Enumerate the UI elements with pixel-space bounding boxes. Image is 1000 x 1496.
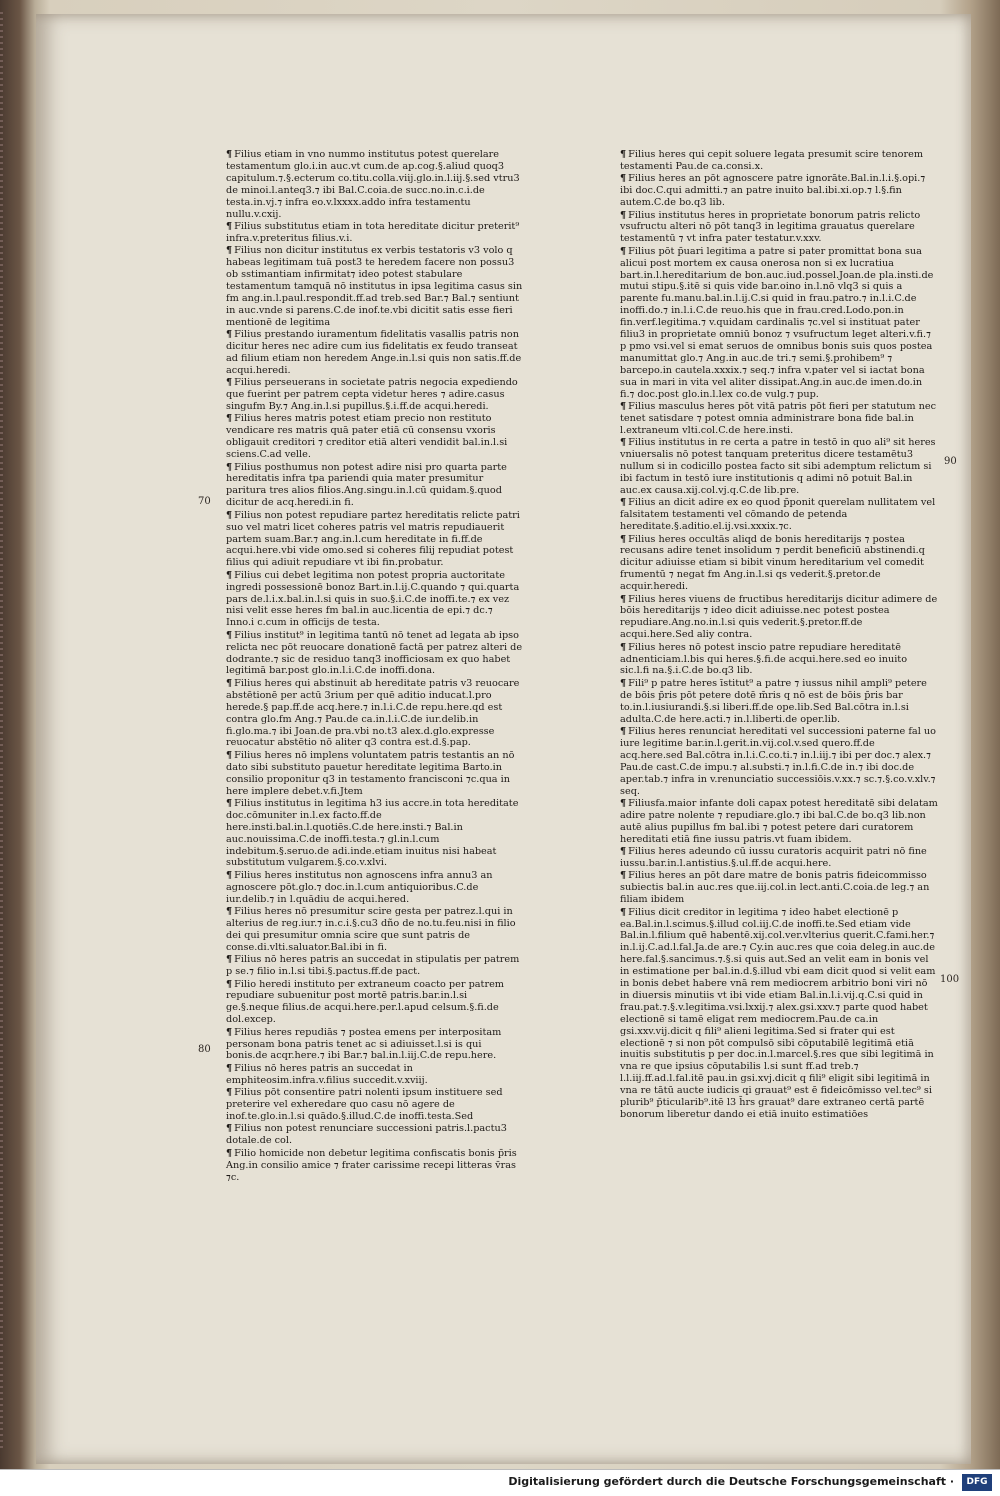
entry-text: Filius institutus in legitima h3 ius accre.in tota hereditate doc.cōmuniter in.l.ex facto.ff.de here.insti.bal.in.l.quotiēs.C.de here.insti.⁊ Bal.in auc.nouissima.C.de inoffi.testa.⁊ gl.in.l.cum indebitum.§.seruo.de adi.inde.etiam inuitus nisi habeat substitutum vulgarem.§.co.v.xlvi. [226,797,519,869]
footer-credit: Digitalisierung gefördert durch die Deutsche Forschungsgemeinschaft · [508,1475,954,1488]
margin-number-70: 70 [198,496,211,507]
paragraph-mark-icon: ¶ [620,401,627,413]
text-entry [226,979,523,1027]
entry-text: Filius cui debet legitima non potest propria auctoritate ingredi possessionē bonoz Bart.in.l.ij.C.quando ⁊ qui.quarta pars de.l.i.x.bal.in.l.si quis in suo.§.i.C.de inoffi.te.⁊ ex vez nisi velit esse heres fm bal.in auc.licentia de epi.⁊ dc.⁊ Inno.i c.cum in officijs de testa. [226,569,520,629]
entry-text: Filius institutus heres in proprietate bonorum patris relicto vsufructu alteri nō pōt tanq3 in legitima grauatus querelare testamentū ⁊ vt infra pater testatur.v.xxv. [620,209,921,245]
paragraph-mark-icon: ¶ [226,1026,233,1038]
text-entry [226,1123,523,1147]
paragraph-mark-icon: ¶ [226,377,233,389]
entry-text: Filius nō heres patris an succedat in stipulatis per patrem p se.⁊ filio in.l.si tibi.§.pactus.ff.de pact. [226,954,520,978]
entry-text: Filius heres institutus non agnoscens infra annu3 an agnoscere pōt.glo.⁊ doc.in.l.cum antiquioribus.C.de iur.delib.⁊ in l.quādiu de acqui.hered. [226,869,493,905]
entry-text: Filius masculus heres pōt vitā patris pōt fieri per statutum nec tenet satisdare ⁊ potest omnia administrare bona fide bal.in l.extraneum vlti.col.C.de here.insti. [620,401,937,436]
paragraph-mark-icon: ¶ [620,209,627,221]
paragraph-mark-icon: ¶ [226,413,233,425]
paragraph-mark-icon: ¶ [226,220,233,232]
text-entry [226,1063,523,1087]
paragraph-mark-icon: ¶ [226,329,233,341]
paragraph-mark-icon: ¶ [226,569,233,581]
paragraph-mark-icon: ¶ [620,641,627,653]
text-entry [226,221,523,245]
entry-text: Filius prestando iuramentum fidelitatis vasallis patris non dicitur heres nec adire cum ius fidelitatis ex feudo transeat ad filium etiam non heredem Ange.in.l.si quis non satis.ff.de acqui.heredi. [226,329,522,376]
paragraph-mark-icon: ¶ [226,1123,233,1135]
paragraph-mark-icon: ¶ [620,906,627,918]
paragraph-mark-icon: ¶ [226,245,233,257]
paragraph-mark-icon: ¶ [226,954,233,966]
paragraph-mark-icon: ¶ [620,173,627,185]
entry-text: Filiusfa.maior infante doli capax potest hereditatē sibi delatam adire patre nolente ⁊ repudiare.glo.⁊ ibi bal.C.de bo.q3 lib.non autē alius pupillus fm bal.ibi ⁊ potest petere dari curatorem hereditati etiā fine iussu patris.vt fuam ibidem. [620,797,938,845]
text-entry [620,210,938,246]
paragraph-mark-icon: ¶ [620,149,627,160]
page-edge [0,12,3,1452]
margin-number-90: 90 [944,456,957,467]
text-entry [620,149,938,173]
paragraph-mark-icon: ¶ [226,797,233,809]
entry-text: Filius posthumus non potest adire nisi pro quarta parte hereditatis infra tpa pariendi quia mater presumitur paritura tres alios filios.Ang.singu.in.l.cū quidam.§.quod dicitur de acq.heredi.in fi. [226,461,507,509]
text-entry [620,497,938,533]
paragraph-mark-icon: ¶ [226,677,233,689]
left-text-column [226,149,523,1184]
paragraph-mark-icon: ¶ [620,726,627,737]
paragraph-mark-icon: ¶ [620,533,627,545]
entry-text: Filius heres occultās aliqd de bonis hereditarijs ⁊ postea recusans adire tenet insolidum ⁊ perdit beneficiū abstinendi.q dicitur adiuisse etiam si bibit vinum hereditarium vel comedit frumentū ⁊ negat fm Ang.in.l.si qs vederit.§.pretor.de acquir.heredi. [620,533,925,593]
entry-text: Filius non potest renunciare successioni patris.l.pactu3 dotale.de col. [226,1123,507,1147]
text-entry [620,642,938,678]
paragraph-mark-icon: ¶ [226,869,233,881]
paragraph-mark-icon: ¶ [226,1147,233,1159]
text-entry [226,510,523,570]
paragraph-mark-icon: ¶ [226,509,233,521]
text-entry [226,329,523,377]
entry-text: Filius etiam in vno nummo institutus potest querelare testamentum glo.i.in auc.vt cum.de ap.cog.§.aliud quoq3 capitulum.⁊.§.ecterum co.titu.colla.viij.glo.in.l.iij.§.sed vtru3 de minoi.l.anteq3.⁊ ibi Bal.C.coia.de succ.no.in.c.i.de testa.in.vj.⁊ infra eo.v.lxxxx.addo infra testamentu nullu.v.cxij. [226,149,520,220]
entry-text: Filius heres viuens de fructibus hereditarijs dicitur adimere de bōis hereditarijs ⁊ ideo dicit adiuisse.nec potest postea repudiare.Ang.no.in.l.si quis vederit.§.pretor.ff.de acqui.here.Sed aliy contra. [620,593,938,641]
text-entry [226,750,523,798]
text-entry [620,534,938,594]
footer-bar [0,1469,1000,1496]
paragraph-mark-icon: ¶ [620,846,627,858]
paragraph-mark-icon: ¶ [226,629,233,641]
entry-text: Filius heres renunciat hereditati vel successioni paterne fal uo iure legitime bar.in.l.gerit.in.vij.col.v.sed quero.ff.de acq.here.sed Bal.cōtra in.l.i.C.co.ti.⁊ in.l.iij.⁊ ibi per doc.⁊ alex.⁊ Pau.de cast.C.de impu.⁊ al.substi.⁊ in.l.fi.C.de in.⁊ ibi doc.de aper.tab.⁊ infra in v.renunciatio successiōis.v.xx.⁊ sc.⁊.§.co.v.xlv.⁊ seq. [620,726,936,797]
entry-text: Filius perseuerans in societate patris negocia expediendo que fuerint per patrem cepta videtur heres ⁊ adire.casus singufm By.⁊ Ang.in.l.si pupillus.§.i.ff.de acqui.heredi. [226,377,518,413]
entry-text: Filius an dicit adire ex eo quod p̄ponit querelam nullitatem vel falsitatem testamenti vel cōmando de petenda hereditate.§.aditio.el.ij.vsi.xxxix.⁊c. [620,497,936,533]
text-entry [620,246,938,401]
entry-text: Filius nō heres patris an succedat in emphiteosim.infra.v.filius succedit.v.xviij. [226,1062,428,1086]
paragraph-mark-icon: ¶ [620,497,627,509]
entry-text: Filio heredi instituto per extraneum coacto per patrem repudiare subuenitur post mortē patris.bar.in.l.si ge.§.neque filius.de acqui.here.per.l.apud celsum.§.fi.de dol.excep. [226,978,504,1026]
entry-text: Filius heres qui abstinuit ab hereditate patris v3 reuocare abstētionē per actū 3rium per quē aditio inducat.l.pro herede.§ pap.ff.de acq.here.⁊ in.l.i.C.de repu.here.qd est contra glo.fm Ang.⁊ Pau.de ca.in.l.i.C.de iur.delib.in fi.glo.ma.⁊ ibi Joan.de pra.vbi no.t3 alex.d.glo.expresse reuocatur abstētio nō aliter q3 contra est.d.§.pap. [226,677,520,749]
entry-text: Filius non potest repudiare partez hereditatis relicte patri suo vel matri licet coheres patris vel matris repudiauerit partem suam.Bar.⁊ ang.in.l.cum hereditate in fi.ff.de acqui.here.vbi vide omo.sed si coheres filij repudiat potest filius qui adiuit repudiare vt ibi fin.probatur. [226,509,520,569]
entry-text: Filius heres nō presumitur scire gesta per patrez.l.qui in alterius de reg.iur.⁊ in.c.i.§.cu3 dño de no.tu.feu.nisi in filio dei qui presumitur omnia scire que sunt patris de conse.di.vlti.saluator.Bal.ibi in fi. [226,906,516,953]
entry-text: Filius heres repudiās ⁊ postea emens per interpositam personam bona patris tenet ac si adiuisset.l.si is qui bonis.de acqr.here.⁊ ibi Bar.⁊ bal.in.l.iij.C.de repu.here. [226,1026,502,1062]
text-entry [620,726,938,797]
entry-text: Fili⁹ p patre heres īstitut⁹ a patre ⁊ iussus nihil ampli⁹ petere de bōis p̄ris pōt petere dotē m̄ris q nō est de bōis p̄ris bar to.in.l.iusiurandi.§.si liberi.ff.de ope.lib.Sed Bal.cōtra in.l.si adulta.C.de here.acti.⁊ in.l.liberti.de oper.lib. [620,677,927,725]
text-entry [226,954,523,978]
paragraph-mark-icon: ¶ [620,593,627,605]
paragraph-mark-icon: ¶ [226,1062,233,1074]
text-entry [620,594,938,642]
entry-text: Filius heres adeundo cū iussu curatoris acquirit patri nō fine iussu.bar.in.l.antistius.§.ul.ff.de acqui.here. [620,846,927,869]
paragraph-mark-icon: ¶ [620,797,627,809]
text-entry [226,413,523,461]
text-entry [226,1087,523,1123]
paragraph-mark-icon: ¶ [226,149,233,160]
entry-text: Filius heres an pōt agnoscere patre ignorāte.Bal.in.l.i.§.opi.⁊ ibi doc.C.qui admitti.⁊ an patre inuito bal.ibi.xi.op.⁊ l.§.fin autem.C.de bo.q3 lib. [620,173,926,209]
text-entry [226,149,523,220]
entry-text: Filius heres an pōt dare matre de bonis patris fideicommisso subiectis bal.in auc.res que.iij.col.in lect.anti.C.coia.de leg.⁊ an filiam ibidem [620,870,930,906]
entry-text: Filius heres qui cepit soluere legata presumit scire tenorem testamenti Pau.de ca.consi.x. [620,149,924,172]
text-entry [620,846,938,870]
text-entry [620,678,938,726]
entry-text: Filius heres nō implens voluntatem patris testantis an nō dato sibi substituto pauetur hereditate legitima Barto.in consilio proponitur q3 in testamento francisconi ⁊c.qua in here implere debet.v.fi.Jtem [226,749,515,797]
paragraph-mark-icon: ¶ [226,978,233,990]
paragraph-mark-icon: ¶ [620,677,627,689]
text-entry [226,798,523,869]
paragraph-mark-icon: ¶ [620,870,627,882]
paragraph-mark-icon: ¶ [226,1087,233,1099]
text-entry [226,906,523,954]
entry-text: Filius institut⁹ in legitima tantū nō tenet ad legata ab ipso relicta nec pōt reuocare donationē factā per patrez alteri de dodrante.⁊ sic de residuo tanq3 inofficiosam ex quo habet legitimā bar.post glo.in.l.i.C.de inoffi.dona. [226,629,523,677]
entry-text: Filius substitutus etiam in tota hereditate dicitur preterit⁹ infra.v.preteritus filius.v.i. [226,220,520,244]
text-entry [226,1148,523,1184]
dfg-logo: DFG [962,1474,992,1491]
entry-text: Filius pōt p̄uari legitima a patre si pater promittat bona sua alicui post mortem ex causa onerosa non si ex lucratiua bart.in.l.hereditarium de bon.auc.iud.possel.Joan.de pla.insti.de mutui stipu.§.itē si quis vide bar.oino in.l.nō vlq3 si quis a parente fu.manu.bal.in.l.ij.C.si quid in frau.patro.⁊ in.l.i.C.de inoffi.do.⁊ in.l.i.C.de reuo.his que in frau.cred.Lodo.pon.in fin.verf.legitima.⁊ v.quidam cardinalis ⁊c.vel si instituat pater filiu3 in proprietate omniū bonoz ⁊ vsufructum leget alteri.v.fi.⁊ p pmo vsi.vel si emat seruos de omnibus bonis suis quos postea manumittat glo.⁊ Ang.in auc.de tri.⁊ semi.§.prohibem⁹ ⁊ barcepo.in cautela.xxxix.⁊ seq.⁊ infra v.pater vel si iactat bona sua in mari in vita vel aliter dissipat.Ang.in auc.de imen.do.in fi.⁊ doc.post glo.in.l.lex co.de vulg.⁊ pup. [620,245,934,400]
paragraph-mark-icon: ¶ [226,461,233,473]
margin-number-100: 100 [940,974,960,985]
entry-text: Filius dicit creditor in legitima ⁊ ideo habet electionē p ea.Bal.in.l.scimus.§.illud col.iij.C.de inoffi.te.Sed etiam vide Bal.in.l.filium quē habentē.xij.col.ver.vlterius querit.C.fami.her.⁊ in.l.ij.C.ad.l.fal.Ja.de are.⁊ Cy.in auc.res que coia deleg.in auc.de here.fal.§.sancimus.⁊.§.si quis aut.Sed an velit eam in bonis vel in estimatione per bal.in.d.§.illud vbi eam dicit quod si velit eam in bonis debet habere vnā rem mediocrem arbitrio boni viri nō in diuersis minutiis vt ibi vide etiam Bal.in.l.i.vij.q.C.si quid in frau.pat.⁊.§.v.legitima.vsi.lxxij.⁊ alex.gsi.xxv.⁊ parte quod habet electionē si tamē eligat rem mediocrem.Pau.de ca.in gsi.xxv.vij.dicit q fili⁹ alieni legitima.Sed si frater qui est electionē ⁊ si non pōt compulsō sibi cōputabilē legitimā etiā inuitis substitutis p per doc.in.l.marcel.§.res que sibi legitimā in vna re que ipsius cōputabilis l.si sunt ff.ad treb.⁊ l.l.iij.ff.ad.l.fal.itē pau.in gsi.xvj.dicit q fili⁹ eligit sibi legitimā in vna re tātū aucte iudicis qi grauat⁹ est ē fideicōmisso vel.tec⁹ si plurib⁹ p̄ticularib⁹.itē l3 h̄rs grauat⁹ dare extraneo certā partē bonorum liberetur dando ei etiā inuito estimatiōes [620,906,936,1120]
paragraph-mark-icon: ¶ [226,749,233,761]
text-entry [620,437,938,497]
paragraph-mark-icon: ¶ [620,437,627,449]
text-entry [620,870,938,906]
text-entry [226,462,523,510]
entry-text: Filio homicide non debetur legitima confiscatis bonis p̄ris Ang.in consilio amice ⁊ frater carissime recepi litteras v̄ras ⁊c. [226,1147,517,1183]
text-entry [620,798,938,846]
entry-text: Filius institutus in re certa a patre in testō in quo ali⁹ sit heres vniuersalis nō potest tanquam preteritus dicere testamētu3 nullum si in codicillo postea facto sit sibi ademptum relictum si ibi factum in testō iure institutionis q adimi nō potuit Bal.in auc.ex causa.xij.col.vj.q.C.de lib.pre. [620,437,936,496]
text-entry [620,907,938,1121]
text-entry [226,870,523,906]
text-entry [620,173,938,209]
text-entry [226,678,523,749]
entry-text: Filius heres matris potest etiam precio non restituto vendicare res matris quā pater etiā cū consensu vxoris obligauit creditori ⁊ creditor etiā alteri vendidit bal.in.l.si sciens.C.ad velle. [226,413,508,461]
text-entry [620,401,938,437]
text-entry [226,630,523,678]
text-entry [226,245,523,328]
entry-text: Filius pōt consentire patri nolenti ipsum instituere sed preterire vel exheredare quo casu nō agere de inof.te.glo.in.l.si quādo.§.illud.C.de inoffi.testa.Sed [226,1087,503,1122]
book-page [36,14,971,1464]
paragraph-mark-icon: ¶ [226,906,233,918]
margin-number-80: 80 [198,1044,211,1055]
text-entry [226,1027,523,1063]
entry-text: Filius non dicitur institutus ex verbis testatoris v3 volo q habeas legitimam tuā post3 te heredem facere non possu3 ob sstimantiam infirmitat⁊ ideo potest stabulare testamentum tamquā nō institutus in ipsa legitima casus sin fm ang.in.l.paul.respondit.ff.ad treb.sed Bar.⁊ Bal.⁊ sentiunt in auc.vnde si parens.C.de inof.te.vbi dicitit satis esse fieri mentionē de legitima [226,245,523,328]
text-entry [226,570,523,630]
right-text-column [620,149,938,1121]
text-entry [226,377,523,413]
entry-text: Filius heres nō potest inscio patre repudiare hereditatē adnenticiam.l.bis qui heres.§.fi.de acqui.here.sed eo inuito sic.l.fi na.§.i.C.de bo.q3 lib. [620,641,908,677]
paragraph-mark-icon: ¶ [620,245,627,257]
